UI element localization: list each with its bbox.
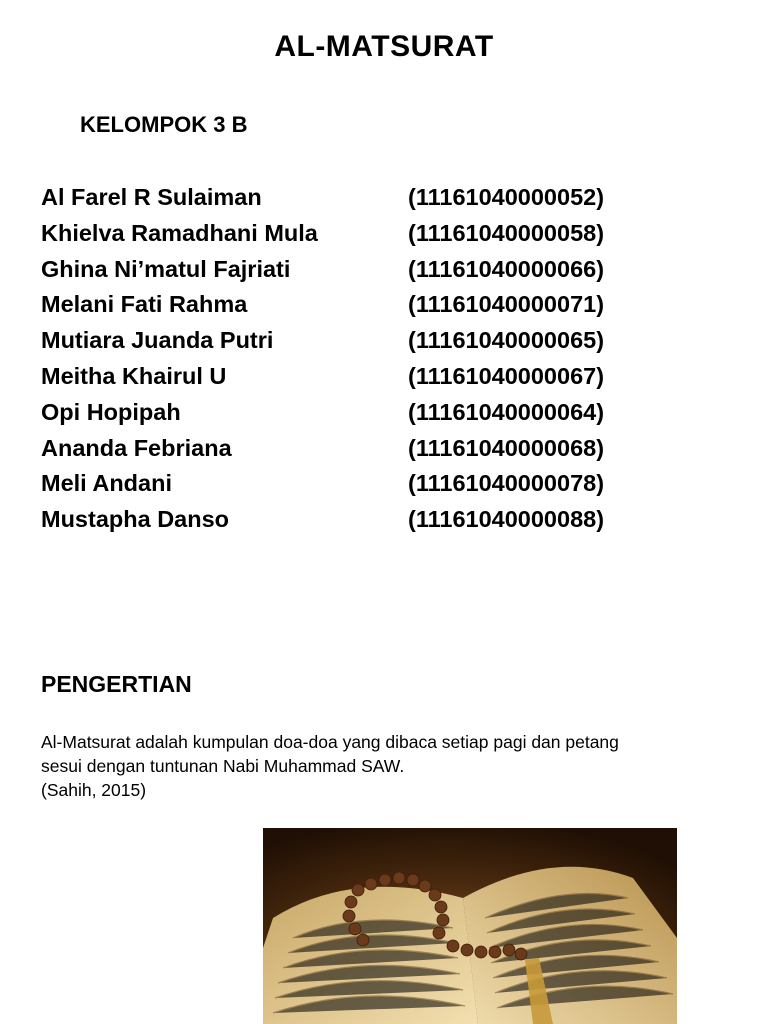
member-nim: (11161040000068) [408, 434, 605, 461]
member-name: Ananda Febriana [41, 434, 232, 461]
quran-with-prayer-beads-icon [263, 828, 677, 1024]
definition-line-1: Al-Matsurat adalah kumpulan doa-doa yang dibaca setiap pagi dan petang [41, 732, 619, 752]
member-name: Meitha Khairul U [41, 362, 227, 389]
member-name: Mustapha Danso [41, 506, 230, 533]
member-name: Melani Fati Rahma [41, 291, 248, 318]
member-row [41, 359, 701, 395]
member-row [41, 287, 701, 323]
member-row [41, 431, 701, 467]
member-row [41, 252, 701, 288]
member-nim: (11161040000078) [408, 470, 605, 497]
definition-line-2: sesui dengan tuntunan Nabi Muhammad SAW. [41, 756, 405, 776]
definition-text [41, 730, 731, 802]
member-name: Ghina Ni’matul Fajriati [41, 255, 291, 282]
member-list [41, 180, 701, 538]
member-row [41, 466, 701, 502]
member-name: Meli Andani [41, 470, 172, 497]
slide-title: AL-MATSURAT [274, 30, 494, 63]
member-name: Al Farel R Sulaiman [41, 184, 262, 210]
member-nim: (11161040000064) [408, 398, 605, 425]
member-nim: (11161040000071) [408, 291, 605, 318]
member-nim: (11161040000088) [408, 506, 605, 533]
member-row [41, 502, 701, 538]
quran-photo [263, 828, 677, 1024]
member-name: Khielva Ramadhani Mula [41, 219, 318, 246]
member-name: Opi Hopipah [41, 398, 181, 425]
member-name: Mutiara Juanda Putri [41, 327, 274, 354]
group-label: KELOMPOK 3 B [80, 112, 248, 137]
member-nim: (11161040000058) [408, 219, 605, 246]
member-row [41, 216, 701, 252]
member-row [41, 323, 701, 359]
member-nim: (11161040000065) [408, 327, 605, 354]
citation: (Sahih, 2015) [41, 780, 147, 800]
member-row [41, 395, 701, 431]
section-heading: PENGERTIAN [41, 671, 192, 697]
member-nim: (11161040000052) [408, 184, 605, 210]
member-nim: (11161040000066) [408, 255, 605, 282]
member-row [41, 180, 701, 216]
member-nim: (11161040000067) [408, 362, 605, 389]
